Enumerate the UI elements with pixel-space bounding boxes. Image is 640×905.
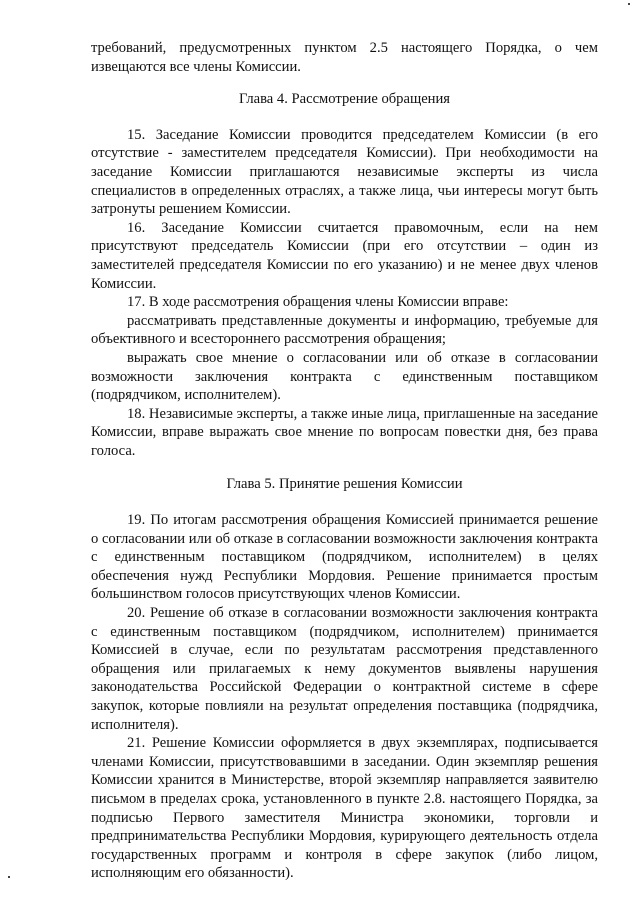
document-body [91,39,598,883]
intro-paragraph: требований, предусмотренных пунктом 2.5 настоящего Порядка, о чем извещаются все члены Комиссии. [91,40,598,75]
scan-speck [8,876,10,878]
paragraph-17-item-1: рассматривать представленные документы и информацию, требуемые для объективного и всестороннего рассмотрения обращения; [91,312,598,348]
paragraph-17-item-2: выражать свое мнение о согласовании или об отказе в согласовании возможности заключения контракта с единственным поставщиком (подрядчиком, исполнителем). [91,349,598,404]
paragraph-17: 17. В ходе рассмотрения обращения члены Комиссии вправе: [127,294,509,311]
scan-speck [628,3,630,5]
paragraph-15: 15. Заседание Комиссии проводится председателем Комиссии (в его отсутствие - заместителем председателя Комиссии). При необходимости на заседание Комиссии приглашаются независимые эксперты из числа специалистов в определенных отраслях, а также лица, чьи интересы могут быть затронуты решением Комиссии. [91,126,598,218]
chapter-4-title: Глава 4. Рассмотрение обращения [238,91,451,108]
paragraph-20: 20. Решение об отказе в согласовании возможности заключения контракта с единственным поставщиком (подрядчиком, исполнителем) принимается Комиссией в случае, если по результатам рассмотрения представленного обращения или прилагаемых к нему документов выявлены нарушения законодательства Российской Федерации о контрактной системе в сфере закупок, которые повлияли на результат определения поставщика (подрядчика, исполнителя). [91,605,598,733]
chapter-5-title: Глава 5. Принятие решения Комиссии [226,476,463,493]
paragraph-18: 18. Независимые эксперты, а также иные лица, приглашенные на заседание Комиссии, вправе выражать свое мнение по вопросам повестки дня, без права голоса. [91,405,598,459]
paragraph-21: 21. Решение Комиссии оформляется в двух экземплярах, подписывается членами Комиссии, присутствовавшими в заседании. Один экземпляр решения Комиссии хранится в Министерстве, второй экземпляр направляется заявителю письмом в пределах срока, установленного в пункте 2.8. настоящего Порядка, за подписью Первого заместителя Министра экономики, торговли и предпринимательства Республики Мордовия, курирующего деятельность отдела государственных программ и контроля в сфере закупок (либо лицом, исполняющим его обязанности). [91,735,598,882]
paragraph-16: 16. Заседание Комиссии считается правомочным, если на нем присутствуют председатель Комиссии (при его отсутствии – один из заместителей председателя Комиссии по его указанию) и не менее двух членов Комиссии. [91,219,598,292]
paragraph-19: 19. По итогам рассмотрения обращения Комиссией принимается решение о согласовании или об отказе в согласовании возможности заключения контракта с единственным поставщиком (подрядчиком, исполнителем) в целях обеспечения нужд Республики Мордовия. Решение принимается простым большинством голосов присутствующих членов Комиссии. [91,512,598,603]
